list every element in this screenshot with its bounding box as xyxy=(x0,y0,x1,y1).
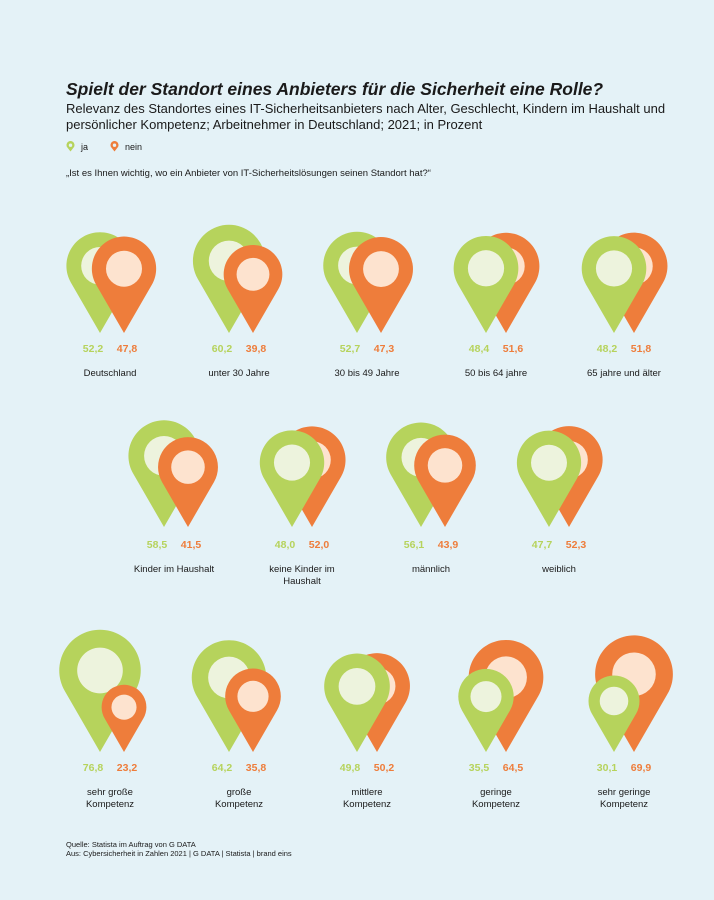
category-label: weiblich xyxy=(542,564,576,575)
category-label: 65 jahre und älter xyxy=(587,368,661,379)
pin-group xyxy=(588,635,672,752)
legend-label-nein: nein xyxy=(125,141,143,152)
value-label-ja: 58,5 xyxy=(146,539,168,551)
nein-pin-center xyxy=(237,258,270,291)
value-label-ja: 48,0 xyxy=(274,539,296,551)
source-note xyxy=(66,840,292,858)
value-label-ja: 52,7 xyxy=(339,343,361,355)
value-label-ja: 76,8 xyxy=(82,762,104,774)
pin-group xyxy=(454,233,540,333)
nein-pin-center xyxy=(111,695,136,720)
value-label-ja: 48,4 xyxy=(468,343,490,355)
nein-pin-center xyxy=(363,251,399,287)
ja-pin-center xyxy=(470,681,501,712)
category-label: unter 30 Jahre xyxy=(208,368,270,379)
survey-question: „Ist es Ihnen wichtig, wo ein Anbieter von IT-Sicherheitslösungen seinen Standort hat?“ xyxy=(66,168,431,179)
ja-pin-center xyxy=(600,687,629,716)
category-label: große Kompetenz xyxy=(214,787,264,810)
value-label-nein: 41,5 xyxy=(180,539,202,551)
category-label: 30 bis 49 Jahre xyxy=(334,368,400,379)
value-label-ja: 49,8 xyxy=(339,762,361,774)
value-label-ja: 64,2 xyxy=(211,762,233,774)
ja-pin-center xyxy=(468,250,504,286)
value-label-nein: 47,3 xyxy=(373,343,395,355)
category-label: sehr große Kompetenz xyxy=(85,787,135,810)
value-label-ja: 60,2 xyxy=(211,343,233,355)
ja-pin-center xyxy=(274,445,310,481)
value-label-nein: 39,8 xyxy=(245,343,267,355)
chart-title: Spielt der Standort eines Anbieters für die Sicherheit eine Rolle? xyxy=(66,79,604,99)
value-label-ja: 30,1 xyxy=(596,762,618,774)
value-label-ja: 48,2 xyxy=(596,343,618,355)
nein-pin-center xyxy=(106,251,142,287)
value-label-nein: 51,6 xyxy=(502,343,524,355)
nein-pin-center xyxy=(428,448,463,483)
source-line: Quelle: Statista im Auftrag von G DATA xyxy=(66,840,196,849)
pin-group xyxy=(128,420,218,527)
pin-group xyxy=(260,426,346,527)
ja-pin-center xyxy=(596,250,632,286)
pin-group xyxy=(66,232,156,333)
source-line: Aus: Cybersicherheit in Zahlen 2021 | G DATA | Statista | brand eins xyxy=(66,849,292,858)
category-label: 50 bis 64 jahre xyxy=(464,368,528,379)
category-label: männlich xyxy=(411,564,451,575)
value-label-ja: 56,1 xyxy=(403,539,425,551)
category-label: keine Kinder im Haushalt xyxy=(269,564,335,587)
category-label: Deutschland xyxy=(83,368,137,379)
value-label-ja: 47,7 xyxy=(531,539,553,551)
pin-group xyxy=(193,225,282,333)
pin-group xyxy=(59,630,146,752)
chart-subtitle: Relevanz des Standortes eines IT-Sicherheitsanbieters nach Alter, Geschlecht, Kindern im Haushalt und persönlicher Kompetenz; Arbeitnehmer in Deutschland; 2021; in Prozent xyxy=(66,101,666,132)
pin-group xyxy=(323,232,413,333)
value-label-nein: 50,2 xyxy=(373,762,395,774)
nein-pin-center xyxy=(171,450,205,484)
category-label: Kinder im Haushalt xyxy=(133,564,215,575)
category-label: geringe Kompetenz xyxy=(471,787,521,810)
value-label-nein: 52,3 xyxy=(565,539,587,551)
value-label-nein: 43,9 xyxy=(437,539,459,551)
category-label: mittlere Kompetenz xyxy=(342,787,392,810)
value-label-nein: 23,2 xyxy=(116,762,138,774)
value-label-nein: 64,5 xyxy=(502,762,524,774)
pin-group xyxy=(582,233,668,333)
category-label: sehr geringe Kompetenz xyxy=(597,787,651,810)
pin-group xyxy=(458,640,543,752)
pin-group xyxy=(324,653,410,752)
value-label-nein: 52,0 xyxy=(308,539,330,551)
value-label-ja: 35,5 xyxy=(468,762,490,774)
pin-group xyxy=(192,640,281,752)
value-label-nein: 69,9 xyxy=(630,762,652,774)
value-label-ja: 52,2 xyxy=(82,343,104,355)
nein-pin-center xyxy=(237,681,268,712)
legend-label-ja: ja xyxy=(81,141,89,152)
value-label-nein: 35,8 xyxy=(245,762,267,774)
pin-group xyxy=(386,423,476,527)
value-label-nein: 51,8 xyxy=(630,343,652,355)
value-label-nein: 47,8 xyxy=(116,343,138,355)
ja-pin-center xyxy=(531,445,567,481)
pin-group xyxy=(517,426,603,527)
ja-pin-center xyxy=(339,668,376,705)
